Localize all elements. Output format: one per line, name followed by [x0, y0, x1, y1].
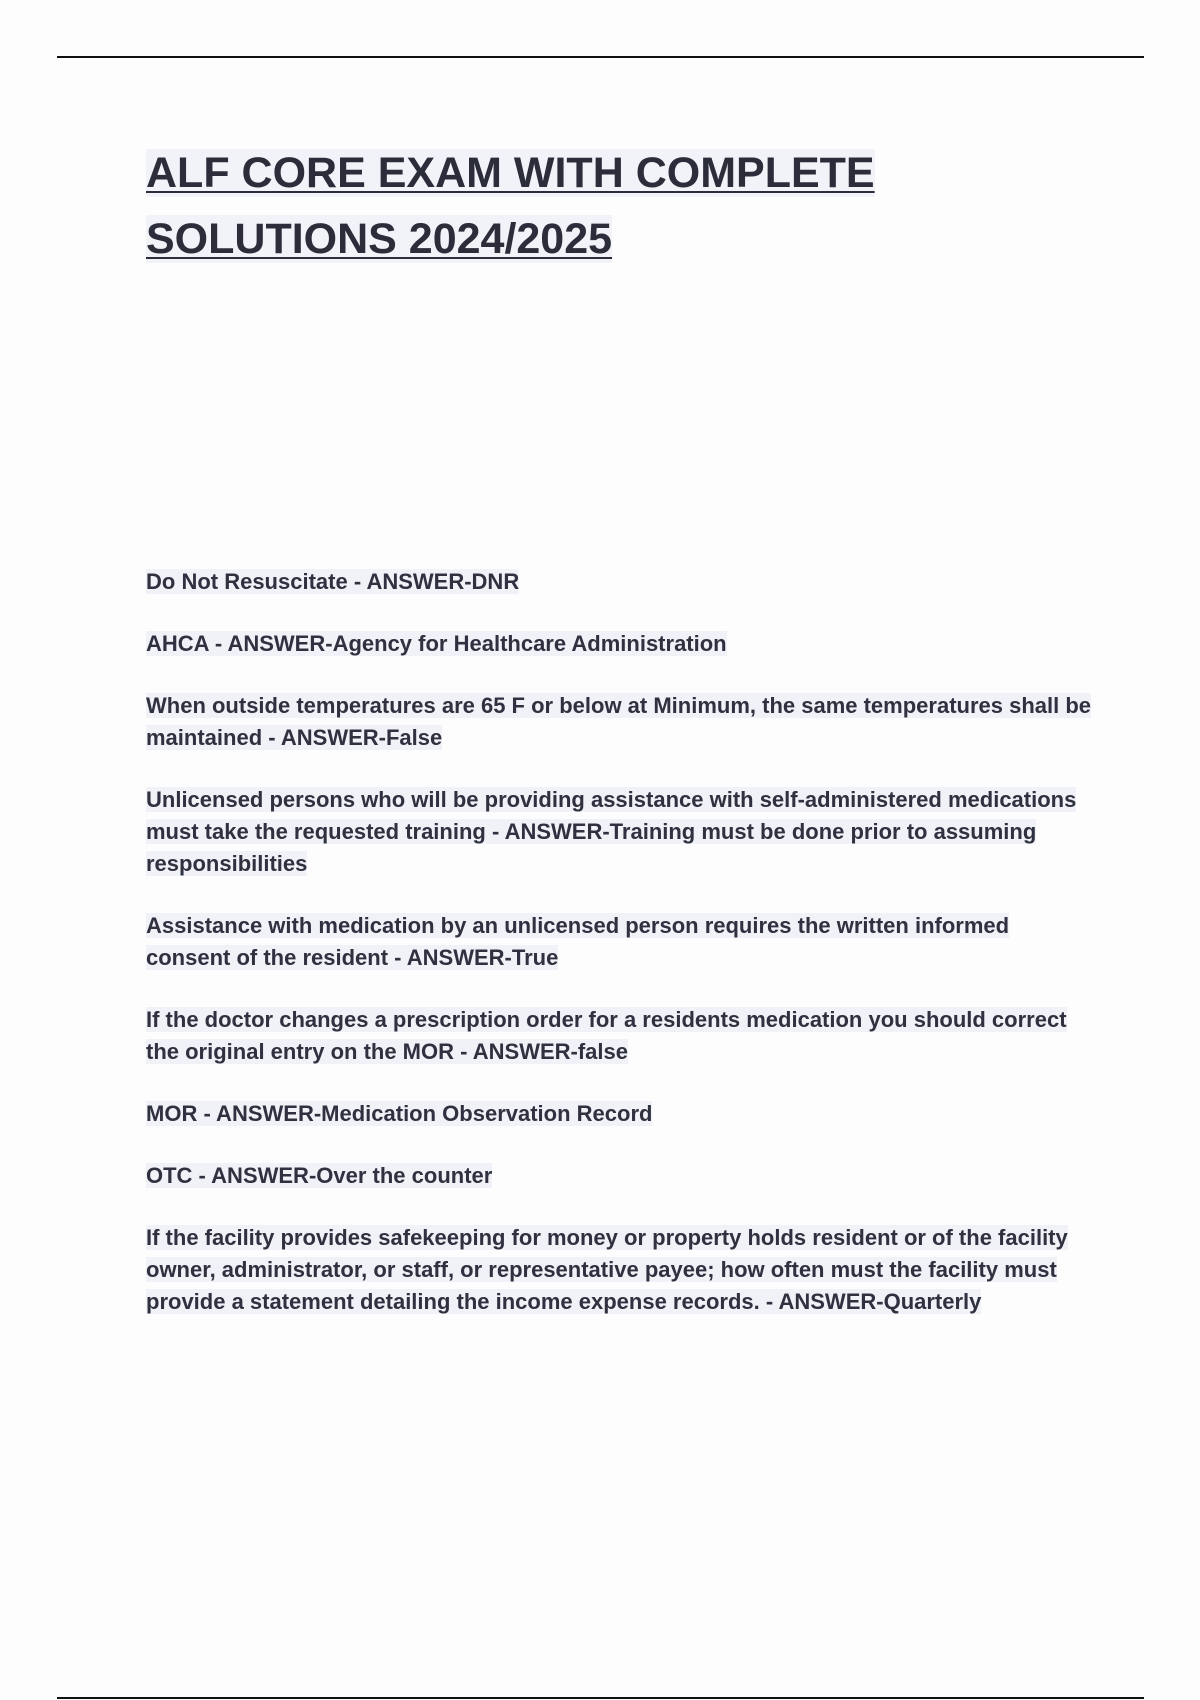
- qa-item-text: Do Not Resuscitate - ANSWER-DNR: [146, 569, 520, 594]
- qa-item: [146, 1004, 1096, 1068]
- footer-rule: [57, 1697, 1144, 1699]
- qa-list: [146, 566, 1096, 1348]
- qa-item: [146, 690, 1096, 754]
- qa-item-text: Assistance with medication by an unlicensed person requires the written informed consent of the resident - ANSWER-True: [146, 913, 1010, 970]
- qa-item-text: If the doctor changes a prescription order for a residents medication you should correct the original entry on the MOR - ANSWER-false: [146, 1007, 1067, 1064]
- qa-item: [146, 910, 1096, 974]
- document-title-text: ALF CORE EXAM WITH COMPLETE SOLUTIONS 2024/2025: [146, 149, 875, 263]
- qa-item-text: MOR - ANSWER-Medication Observation Record: [146, 1101, 653, 1126]
- qa-item-text: OTC - ANSWER-Over the counter: [146, 1163, 493, 1188]
- qa-item: [146, 784, 1096, 880]
- qa-item-text: If the facility provides safekeeping for money or property holds resident or of the facility owner, administrator, or staff, or representative payee; how often must the facility must provide a statement detailing the income expense records. - ANSWER-Quarterly: [146, 1225, 1068, 1314]
- qa-item-text: AHCA - ANSWER-Agency for Healthcare Administration: [146, 631, 727, 656]
- header-rule: [57, 56, 1144, 58]
- qa-item-text: When outside temperatures are 65 F or below at Minimum, the same temperatures shall be maintained - ANSWER-False: [146, 693, 1092, 750]
- qa-item: [146, 1222, 1096, 1318]
- document-title: [146, 140, 966, 272]
- qa-item: [146, 628, 1096, 660]
- qa-item-text: Unlicensed persons who will be providing assistance with self-administered medications must take the requested training - ANSWER-Training must be done prior to assuming responsibilities: [146, 787, 1077, 876]
- qa-item: [146, 1160, 1096, 1192]
- qa-item: [146, 1098, 1096, 1130]
- qa-item: [146, 566, 1096, 598]
